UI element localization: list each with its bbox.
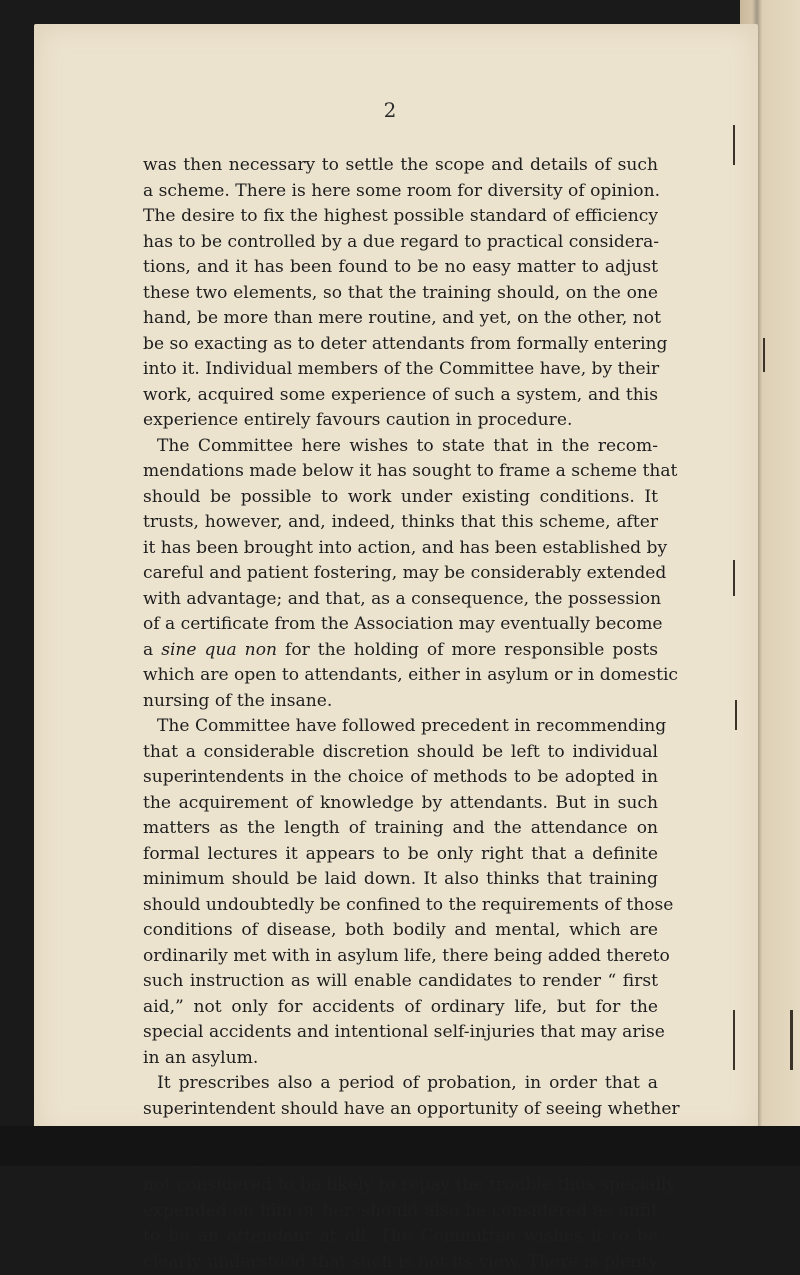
text-line: The Committee have followed precedent in recommending xyxy=(143,714,658,740)
text-line: tions, and it has been found to be no easy matter to adjust xyxy=(143,255,658,281)
text-line: not considered to be likely to repay the trouble thus specially xyxy=(143,1173,658,1199)
text-line: should undoubtedly be confined to the requirements of those xyxy=(143,893,658,919)
text-line: nursing of the insane. xyxy=(143,689,658,715)
text-line: matters as the length of training and the attendance on xyxy=(143,816,658,842)
text-line: be so exacting as to deter attendants from formally entering xyxy=(143,332,658,358)
text-line: formal lectures it appears to be only right that a definite xyxy=(143,842,658,868)
text-line: clearly understood that such is not its view. There is plenty xyxy=(143,1250,658,1275)
text-line: to be an attendant at all. The Committee wishes it to be xyxy=(143,1224,658,1250)
margin-mark xyxy=(733,1010,735,1070)
text-line: careful and patient fostering, may be considerably extended xyxy=(143,561,658,587)
text-line: the acquirement of knowledge by attendants. But in such xyxy=(143,791,658,817)
text-line: such instruction as will enable candidates to render “ first xyxy=(143,969,658,995)
body-text xyxy=(143,153,658,1275)
text-line: into it. Individual members of the Committee have, by their xyxy=(143,357,658,383)
text-line: superintendents in the choice of methods to be adopted in xyxy=(143,765,658,791)
margin-mark xyxy=(763,338,765,372)
page-number: 2 xyxy=(0,98,780,122)
text-line: it has been brought into action, and has been established by xyxy=(143,536,658,562)
text-line: a sine qua non for the holding of more responsible posts xyxy=(143,638,658,664)
margin-mark xyxy=(733,125,735,165)
text-line: mendations made below it has sought to frame a scheme that xyxy=(143,459,658,485)
text-line: a scheme. There is here some room for diversity of opinion. xyxy=(143,179,658,205)
text-line: The Committee here wishes to state that in the recom- xyxy=(143,434,658,460)
text-line: hand, be more than mere routine, and yet, on the other, not xyxy=(143,306,658,332)
text-line: special accidents and intentional self-injuries that may arise xyxy=(143,1020,658,1046)
text-line: work, acquired some experience of such a system, and this xyxy=(143,383,658,409)
text-line: minimum should be laid down. It also thinks that training xyxy=(143,867,658,893)
text-line: superintendent should have an opportunity of seeing whether xyxy=(143,1097,658,1123)
text-line: with advantage; and that, as a consequence, the possession xyxy=(143,587,658,613)
latin-phrase: sine qua non xyxy=(161,640,277,660)
margin-mark xyxy=(733,560,735,596)
text-line: experience entirely favours caution in procedure. xyxy=(143,408,658,434)
text-line: ordinarily met with in asylum life, there being added thereto xyxy=(143,944,658,970)
text-line: in an asylum. xyxy=(143,1046,658,1072)
text-line: The desire to fix the highest possible standard of efficiency xyxy=(143,204,658,230)
margin-mark xyxy=(735,700,737,730)
scan-border xyxy=(0,1126,800,1166)
text-line: trusts, however, and, indeed, thinks that this scheme, after xyxy=(143,510,658,536)
text-line: It prescribes also a period of probation, in order that a xyxy=(143,1071,658,1097)
text-line: aid,” not only for accidents of ordinary life, but for the xyxy=(143,995,658,1021)
text-line: has to be controlled by a due regard to practical considera- xyxy=(143,230,658,256)
text-line: which are open to attendants, either in asylum or in domestic xyxy=(143,663,658,689)
text-line: was then necessary to settle the scope and details of such xyxy=(143,153,658,179)
text-line: that a considerable discretion should be left to individual xyxy=(143,740,658,766)
text-line: conditions of disease, both bodily and mental, which are xyxy=(143,918,658,944)
margin-mark xyxy=(790,1010,793,1070)
text-line: expended on him or her, should also be considered as unfit xyxy=(143,1199,658,1225)
text-line: of a certificate from the Association may eventually become xyxy=(143,612,658,638)
text-line: should be possible to work under existing conditions. It xyxy=(143,485,658,511)
text-line: these two elements, so that the training should, on the one xyxy=(143,281,658,307)
